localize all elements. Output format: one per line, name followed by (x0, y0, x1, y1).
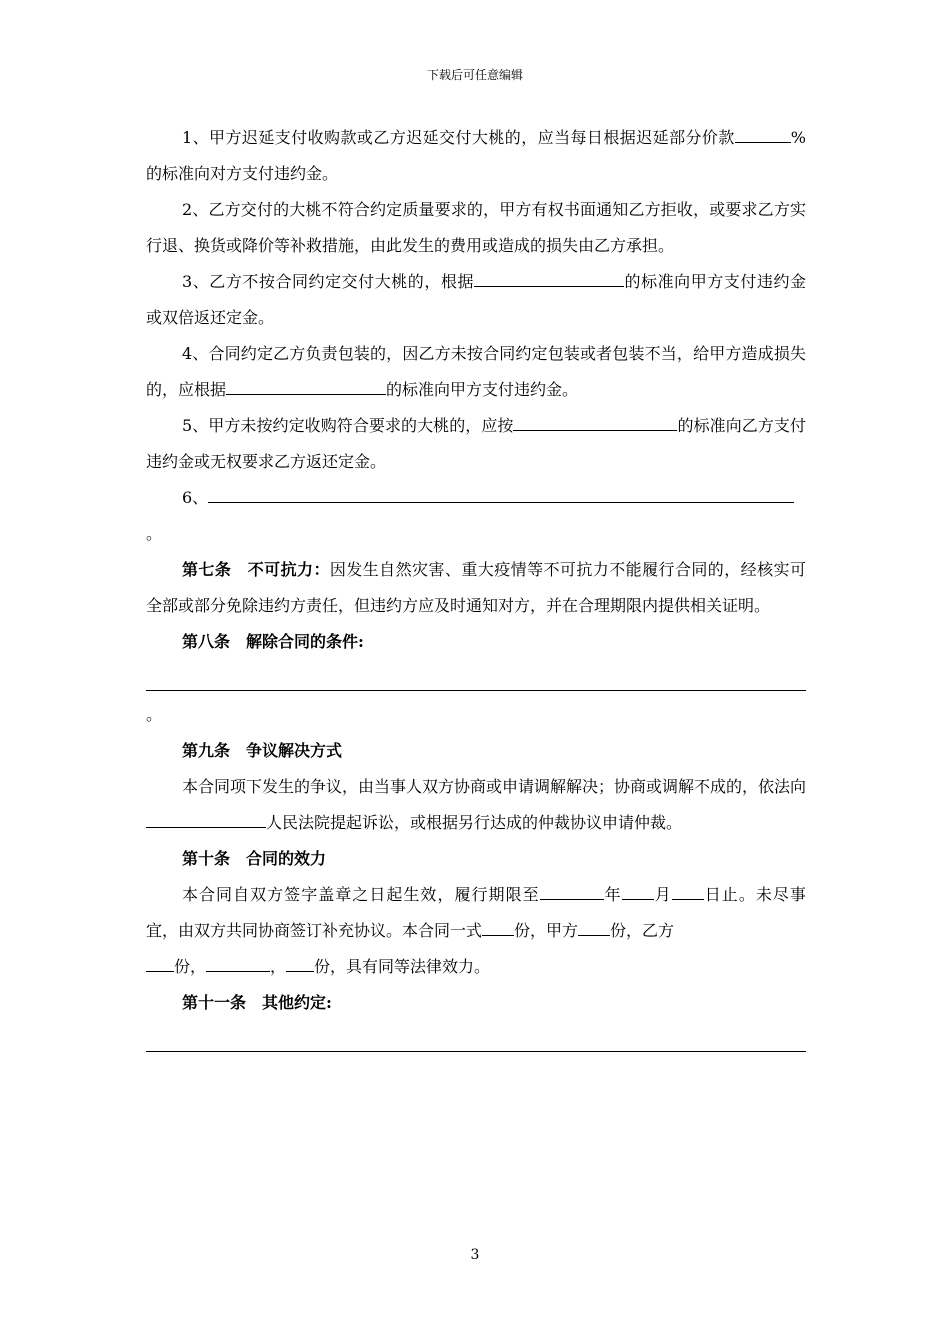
clause-item-5: 5、甲方未按约定收购符合要求的大桃的，应按 的标准向乙方支付违约金或无权要求乙方返还定金。 (146, 408, 806, 480)
article-number: 第八条 (182, 632, 231, 651)
blank-line (146, 1021, 806, 1052)
blank-field (622, 881, 654, 900)
page-number: 3 (470, 1247, 480, 1263)
period-mark: 。 (146, 524, 163, 543)
period-mark: 。 (146, 705, 163, 724)
clause-item-3: 3、乙方不按合同约定交付大桃的，根据 的标准向甲方支付违约金或双倍返还定金。 (146, 264, 806, 336)
blank-field (146, 809, 266, 828)
blank-line (146, 660, 806, 691)
article-9-body: 本合同项下发生的争议，由当事人双方协商或申请调解解决；协商或调解不成的，依法向人民法院提起诉讼，或根据另行达成的仲裁协议申请仲裁。 (146, 769, 806, 841)
blank-field (206, 953, 270, 972)
blank-field (226, 376, 386, 395)
blank-field (146, 953, 174, 972)
article-title: 解除合同的条件: (246, 632, 364, 651)
clause-item-4: 4、合同约定乙方负责包装的，因乙方未按合同约定包装或者包装不当，给甲方造成损失的，应根据 的标准向甲方支付违约金。 (146, 344, 806, 399)
blank-field (672, 881, 704, 900)
blank-field (286, 953, 314, 972)
blank-field (578, 917, 610, 936)
article-title: 不可抗力： (247, 560, 330, 579)
page-header: 下载后可任意编辑 (426, 68, 523, 82)
blank-field (540, 881, 604, 900)
article-10-continuation: 份， ， 份，具有同等法律效力。 (146, 949, 806, 985)
article-10-body: 本合同自双方签字盖章之日起生效，履行期限至 年 月 日止。未尽事宜，由双方共同协商签订补充协议。本合同一式 份，甲方 份，乙方 (146, 877, 806, 949)
article-7: 第七条 不可抗力：因发生自然灾害、重大疫情等不可抗力不能履行合同的，经核实可全部或部分免除违约方责任，但违约方应及时通知对方，并在合理期限内提供相关证明。 (146, 560, 806, 615)
blank-field (513, 412, 677, 431)
document-body (146, 120, 806, 1052)
article-title: 合同的效力 (246, 849, 327, 868)
article-title: 争议解决方式 (246, 741, 343, 760)
article-11 (146, 985, 806, 1021)
article-9 (146, 733, 806, 769)
clause-item-1: 1、甲方迟延支付收购款或乙方迟延交付大桃的，应当每日根据迟延部分价款 %的标准向对方支付违约金。 (146, 120, 806, 192)
article-number: 第九条 (182, 741, 231, 760)
blank-field (482, 917, 514, 936)
clause-item-2: 2、乙方交付的大桃不符合约定质量要求的，甲方有权书面通知乙方拒收，或要求乙方实行退、换货或降价等补救措施，由此发生的费用或造成的损失由乙方承担。 (146, 200, 806, 255)
article-number: 第十条 (182, 849, 231, 868)
article-number: 第七条 (182, 560, 232, 579)
article-number: 第十一条 (182, 993, 247, 1012)
blank-field (208, 484, 794, 503)
blank-field (735, 124, 791, 143)
article-title: 其他约定: (262, 993, 332, 1012)
blank-field (474, 268, 624, 287)
article-10 (146, 841, 806, 877)
article-8 (146, 624, 806, 660)
clause-item-6: 6、 (146, 480, 806, 516)
